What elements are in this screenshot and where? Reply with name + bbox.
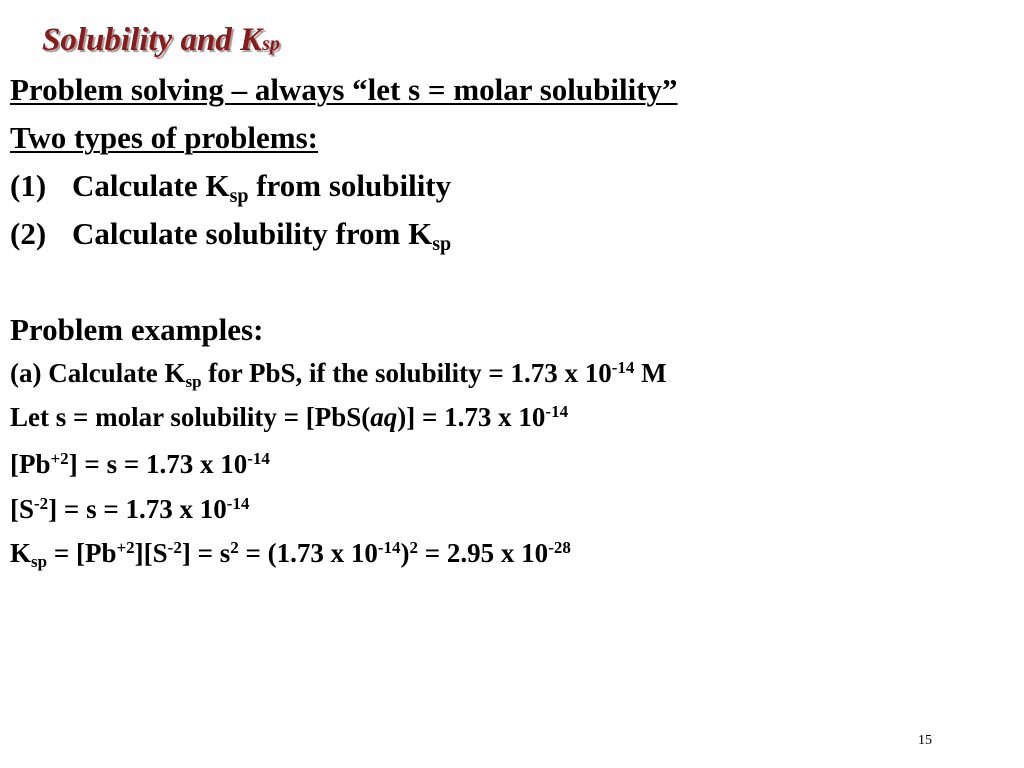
example-a-line bbox=[10, 357, 667, 392]
ksp-inner-exponent: -14 bbox=[377, 537, 401, 557]
examples-heading: Problem examples: bbox=[10, 312, 264, 347]
let-s-aq: aq bbox=[370, 402, 398, 432]
example-a-t3: M bbox=[634, 358, 667, 388]
pb-t1: [Pb bbox=[10, 449, 51, 479]
problem-solving-line: Problem solving – always “let s = molar solubility” bbox=[10, 72, 678, 107]
two-types-line: Two types of problems: bbox=[10, 120, 318, 155]
example-a-t2: for PbS, if the solubility = 1.73 x 10 bbox=[201, 358, 612, 388]
example-a-superscript: -14 bbox=[611, 357, 635, 377]
let-s-t2: )] = 1.73 x 10 bbox=[397, 402, 546, 432]
problem-type-2-subscript: sp bbox=[432, 233, 452, 255]
problem-type-1-subscript: sp bbox=[229, 185, 249, 207]
ksp-result-line bbox=[10, 537, 571, 572]
ksp-subscript: sp bbox=[31, 552, 48, 572]
example-a-subscript: sp bbox=[185, 372, 202, 392]
ksp-pb-charge: +2 bbox=[116, 537, 135, 557]
ksp-t5: = (1.73 x 10 bbox=[238, 538, 378, 568]
ksp-final-exponent: -28 bbox=[548, 537, 571, 557]
problem-type-1 bbox=[10, 168, 452, 207]
ksp-t4: ] = s bbox=[181, 538, 231, 568]
problem-type-1-rest: from solubility bbox=[248, 168, 452, 203]
s-charge: -2 bbox=[34, 493, 49, 513]
ksp-t1: K bbox=[10, 538, 32, 568]
ksp-s-charge: -2 bbox=[167, 537, 182, 557]
s-t1: [S bbox=[10, 494, 35, 524]
slide-title-text: Solubility and K bbox=[42, 22, 263, 58]
pb-concentration-line bbox=[10, 448, 270, 479]
page-number: 15 bbox=[918, 733, 932, 748]
s-exponent: -14 bbox=[226, 493, 250, 513]
example-a-t1: (a) Calculate K bbox=[10, 358, 186, 388]
problem-type-1-number: (1) bbox=[10, 168, 47, 203]
problem-type-2 bbox=[10, 216, 452, 255]
s-t2: ] = s = 1.73 x 10 bbox=[48, 494, 227, 524]
ksp-t7: = 2.95 x 10 bbox=[418, 538, 549, 568]
problem-type-2-text: Calculate solubility from K bbox=[72, 216, 433, 251]
slide-title-subscript: sp bbox=[262, 33, 280, 55]
ksp-t3: ][S bbox=[134, 538, 168, 568]
s-concentration-line bbox=[10, 493, 250, 524]
problem-type-1-text: Calculate K bbox=[72, 168, 230, 203]
problem-type-2-number: (2) bbox=[10, 216, 47, 251]
pb-exponent: -14 bbox=[247, 448, 270, 468]
pb-t2: ] = s = 1.73 x 10 bbox=[68, 449, 248, 479]
ksp-s-squared: 2 bbox=[230, 537, 239, 557]
ksp-t2: = [Pb bbox=[47, 538, 117, 568]
ksp-t6: ) bbox=[400, 538, 410, 568]
let-s-t1: Let s = molar solubility = [PbS( bbox=[10, 402, 371, 432]
let-s-line bbox=[10, 401, 569, 432]
slide-title bbox=[42, 24, 280, 57]
pb-charge: +2 bbox=[50, 448, 69, 468]
ksp-outer-exponent: 2 bbox=[409, 537, 419, 557]
let-s-superscript: -14 bbox=[545, 401, 569, 421]
